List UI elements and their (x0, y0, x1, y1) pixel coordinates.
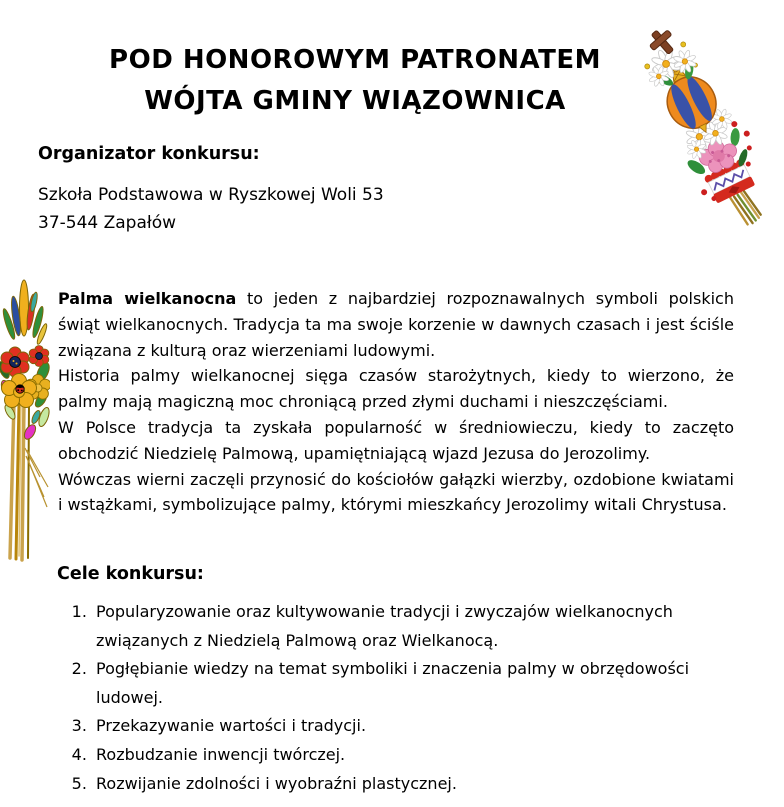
goals-list (60, 598, 738, 798)
goals-list-item: 4. Rozbudzanie inwencji twórczej. (92, 741, 738, 770)
page-title-line1: POD HONOROWYM PATRONATEM (109, 45, 601, 75)
goals-heading: Cele konkursu: (57, 564, 204, 584)
intro-paragraph-3: W Polsce tradycja ta zyskała popularność w średniowieczu, kiedy to zaczęto obchodzić Niedzielę Palmową, upamiętniającą wjazd Jezusa do Jerozolimy. (58, 417, 734, 463)
easter-palm-image-left (0, 272, 50, 562)
intro-paragraph-4: Wówczas wierni zaczęli przynosić do kościołów gałązki wierzby, ozdobione kwiatami i wstążkami, symbolizujące palmy, którymi mieszkańcy Jerozolimy witali Chrystusa. (58, 469, 734, 515)
page-title (30, 40, 680, 122)
intro-paragraph-2: Historia palmy wielkanocnej sięga czasów starożytnych, kiedy to wierzono, że palmy mają magiczną moc chroniącą przed złymi duchami i nieszczęściami. (58, 366, 734, 412)
easter-palm-diagonal-icon (612, 6, 777, 236)
easter-palm-vertical-icon (0, 272, 50, 562)
organizer-address-line1: Szkoła Podstawowa w Ryszkowej Woli 53 (38, 185, 384, 205)
organizer-heading: Organizator konkursu: (38, 144, 260, 164)
organizer-address-line2: 37-544 Zapałów (38, 213, 177, 233)
page-title-line2: WÓJTA GMINY WIĄZOWNICA (144, 86, 566, 116)
goals-list-item: 2. Pogłębianie wiedzy na temat symboliki i znaczenia palmy w obrzędowości ludowej. (92, 655, 738, 712)
intro-paragraph-1-rest: to jeden z najbardziej rozpoznawalnych symboli polskich świąt wielkanocnych. Tradycja ta ma swoje korzenie w dawnych czasach i jest ściśle związana z kulturą oraz wierzeniami ludowymi. (58, 289, 734, 360)
easter-palm-image-right (612, 6, 777, 236)
goals-list-item: 5. Rozwijanie zdolności i wyobraźni plastycznej. (92, 770, 738, 799)
goals-list-item: 3. Przekazywanie wartości i tradycji. (92, 712, 738, 741)
goals-list-item: 1. Popularyzowanie oraz kultywowanie tradycji i zwyczajów wielkanocnych związanych z Niedzielą Palmową oraz Wielkanocą. (92, 598, 738, 655)
organizer-address (38, 181, 384, 237)
intro-paragraph-1 (58, 286, 734, 363)
intro-lead: Palma wielkanocna (58, 289, 237, 308)
intro-text (58, 286, 734, 518)
ladybug-icon (16, 385, 24, 394)
